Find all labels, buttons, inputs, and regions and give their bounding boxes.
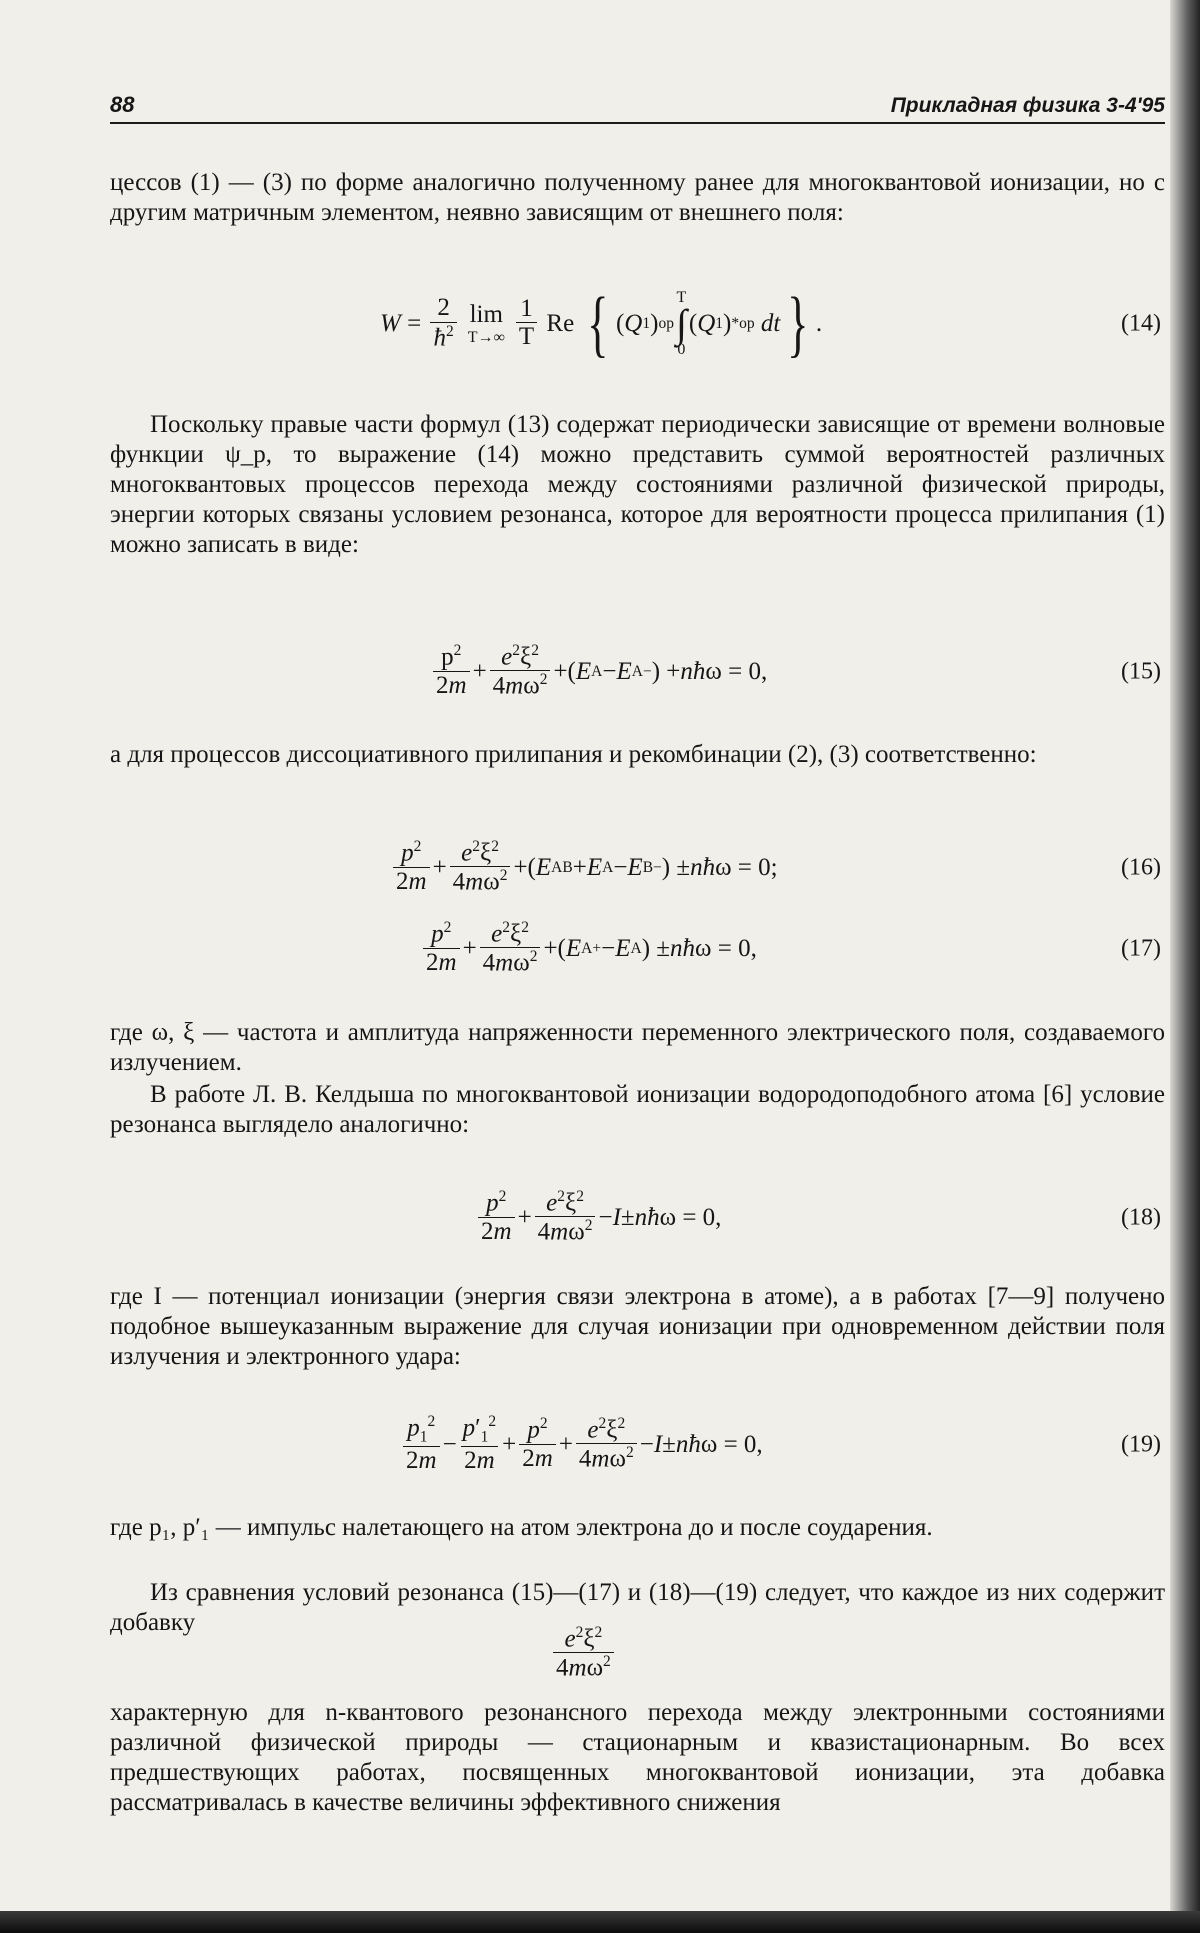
equation-18: $\frac{p^2}{2m}$ + $\frac{e^2\xi^2}{4m\omega^2}$ − I ± nħ ω = 0, (18) — [110, 1172, 1165, 1264]
equation-number-14: (14) — [1121, 310, 1161, 337]
journal-title: Прикладная физика 3-4'95 — [890, 94, 1165, 117]
page-edge-shadow — [1170, 0, 1200, 1933]
equation-number-16: (16) — [1121, 854, 1161, 881]
equation-17: $\frac{p^2}{2m}$ + $\frac{e^2\xi^2}{4m\omega^2}$ +( E A + − E A ) ± nħ ω = 0, (17) — [110, 908, 1165, 990]
paragraph-5: В работе Л. В. Келдыша по многоквантовой ионизации водородоподобного атома [6] условие резонанса выглядело аналогично: — [110, 1081, 1165, 1138]
equation-number-19: (19) — [1121, 1431, 1161, 1458]
equation-16: $\frac{p^2}{2m}$ + $\frac{e^2\xi^2}{4m\omega^2}$ +( E AB + E A − E B − ) ± nħ ω = 0; (16) — [110, 828, 1165, 908]
paragraph-8-end: характерную для n-квантового резонансного перехода между электронными состояниями различной физической природы — стационарным и квазистационарным. Во всех предшествующих работах, посвященных многоквантовой ионизации, эта добавка рассматривалась в качестве величины эффективного снижения — [110, 1699, 1165, 1816]
running-header — [110, 88, 1165, 124]
equation-19: $\frac{p_1^2}{2m}$ − $\frac{p'_1^2}{2m}$ + $\frac{p^2}{2m}$ + $\frac{e^2\xi^2}{4m\omega^2}$ − I ± nħ ω = 0, (19) — [110, 1400, 1165, 1490]
paragraph-8-start: Из сравнения условий резонанса (15)—(17) и (18)—(19) следует, что каждое из них содержит добавку — [110, 1579, 1165, 1636]
equation-number-15: (15) — [1121, 658, 1161, 685]
inline-fraction: $\frac{e^2\xi^2}{4m\omega^2}$ — [110, 1612, 1165, 1696]
equation-14: W = $\frac{2}{ħ^2}$ lim T→∞ $\frac{1}{T}$ Re { ( Q 1 ) op T ∫ 0 ( Q 1 ) * op dt } . (14) — [380, 283, 1161, 365]
paragraph-6: где I — потенциал ионизации (энергия связи электрона в атоме), а в работах [7—9] получено подобное вышеуказанным выражение для случая ионизации при одновременном действии поля излучения и электронного удара: — [110, 1283, 1165, 1370]
paragraph-7: где p₁, p′₁ — импульс налетающего на атом электрона до и после соударения. — [110, 1514, 933, 1541]
equation-15: $\frac{p^2}{2m}$ + $\frac{e^2\xi^2}{4m\omega^2}$ +( E A − E A − ) + nħ ω = 0, (15) — [110, 630, 1165, 714]
equation-number-18: (18) — [1121, 1204, 1161, 1231]
equation-number-17: (17) — [1121, 935, 1161, 962]
paragraph-2: Поскольку правые части формул (13) содержат периодически зависящие от времени волновые функции ψ_p, то выражение (14) можно представить суммой вероятностей различных многоквантовых процессов перехода между состояниями различной физической природы, энергии которых связаны условием резонанса, которое для вероятности процесса прилипания (1) можно записать в виде: — [110, 411, 1165, 558]
paragraph-4: где ω, ξ — частота и амплитуда напряженности переменного электрического поля, создаваемого излучением. — [110, 1019, 1165, 1076]
page-number: 88 — [110, 92, 135, 117]
scan-bottom-edge — [0, 1911, 1200, 1933]
paragraph-1: цессов (1) — (3) по форме аналогично полученному ранее для многоквантовой ионизации, но с другим матричным элементом, неявно зависящим от внешнего поля: — [110, 169, 1165, 226]
paragraph-3: а для процессов диссоциативного прилипания и рекомбинации (2), (3) соответственно: — [110, 741, 1037, 768]
